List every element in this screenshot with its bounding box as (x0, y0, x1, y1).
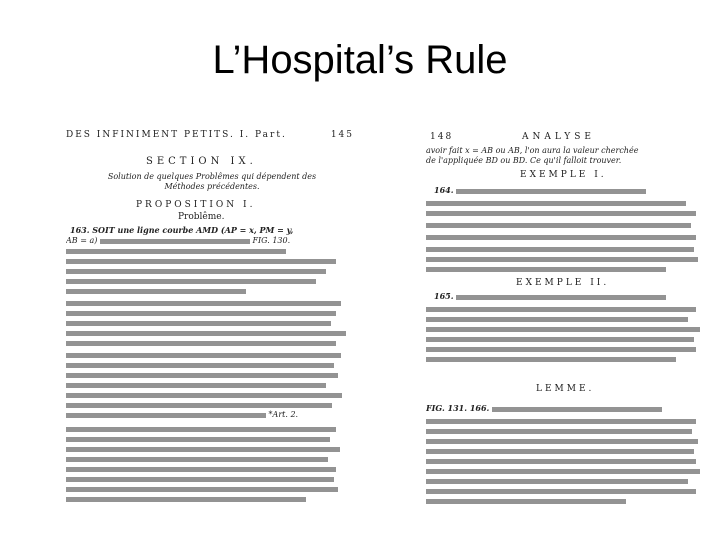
section-heading: SECTION IX. (146, 156, 257, 167)
proposition-heading: PROPOSITION I. (136, 200, 256, 210)
formula: AB = a) (66, 236, 98, 245)
running-head: DES INFINIMENT PETITS. I. Part. (66, 130, 287, 140)
text-line (426, 499, 626, 504)
left-page-scan (66, 128, 358, 516)
text-block (456, 295, 666, 300)
text-line (66, 289, 246, 294)
article-165 (434, 292, 718, 301)
text-line (66, 403, 332, 408)
article-166 (426, 404, 718, 413)
page-number: 145 (330, 130, 354, 140)
text-line (66, 427, 336, 432)
formula-line (66, 236, 358, 245)
text-line (66, 321, 331, 326)
text-line (426, 419, 696, 424)
text-line (66, 363, 334, 368)
text-line (426, 201, 686, 206)
text-block (492, 407, 662, 412)
article-number: 166. (469, 404, 490, 413)
text-line (426, 449, 694, 454)
text-line (426, 469, 700, 474)
text-block (456, 189, 646, 194)
text-line (66, 279, 316, 284)
text-line (426, 247, 694, 252)
text-line (426, 479, 688, 484)
text-line (66, 301, 341, 306)
text-line (426, 337, 694, 342)
problem-heading: Problême. (178, 212, 225, 222)
text-line (66, 249, 286, 254)
article-164 (434, 186, 718, 195)
text-line (426, 267, 666, 272)
text-line (66, 437, 330, 442)
right-page-scan (426, 128, 718, 516)
example-2-heading: EXEMPLE II. (516, 278, 610, 288)
text-line (426, 459, 696, 464)
text-line (426, 223, 691, 228)
text-line (426, 257, 698, 262)
running-head: ANALYSE (522, 132, 595, 142)
text-line (66, 447, 340, 452)
text-line (426, 307, 696, 312)
text-line (426, 235, 696, 240)
article-number: 165. (434, 292, 454, 301)
text-line (66, 269, 326, 274)
text-line (426, 357, 676, 362)
text-line (66, 393, 342, 398)
text-line (426, 211, 696, 216)
text-line (66, 457, 328, 462)
text-line (426, 317, 688, 322)
text-line (66, 487, 338, 492)
text-line (66, 341, 336, 346)
text-line (66, 477, 334, 482)
lemma-heading: LEMME. (536, 384, 595, 394)
text-line (66, 413, 266, 418)
text-line (426, 439, 698, 444)
continuation-line-1: avoir fait x = AB ou AB, l'on aura la valeur cherchée (426, 146, 639, 155)
continuation-line-2: de l'appliquée BD ou BD. Ce qu'il falloit trouver. (426, 156, 622, 165)
page-number: 148 (430, 132, 454, 142)
text-line (426, 489, 696, 494)
text-line (426, 429, 692, 434)
example-1-heading: EXEMPLE I. (520, 170, 607, 180)
text-line (66, 331, 346, 336)
slide-title: L’Hospital’s Rule (212, 38, 508, 82)
text-line (66, 259, 336, 264)
article-number: 164. (434, 186, 454, 195)
section-subtitle-2: Méthodes précédentes. (164, 182, 260, 191)
footer-fig: *Art. 2. (268, 410, 299, 419)
text-line (66, 311, 336, 316)
text-line (426, 327, 700, 332)
text-block (100, 239, 250, 244)
text-line (426, 347, 696, 352)
text-line (66, 373, 338, 378)
article-163-lead (70, 226, 358, 235)
text-line (66, 383, 326, 388)
text-line (66, 467, 336, 472)
section-subtitle-1: Solution de quelques Problêmes qui dépendent des (107, 172, 317, 181)
text-line (66, 353, 341, 358)
text-line (66, 497, 306, 502)
figure-label: FIG. 131. (426, 404, 468, 413)
article-lead: SOIT une ligne courbe AMD (AP = x, PM = y, (92, 226, 294, 235)
figure-label: FIG. 130. (252, 236, 291, 245)
article-number: 163. (70, 226, 90, 235)
